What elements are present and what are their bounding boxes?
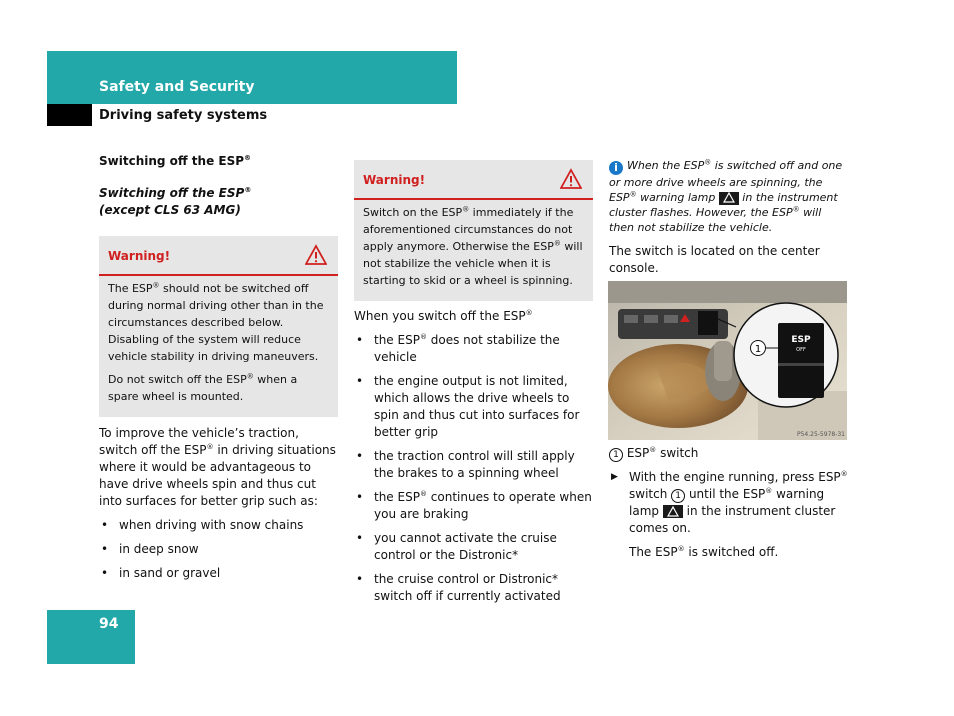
conditions-list bbox=[99, 517, 339, 582]
section-header-band bbox=[47, 51, 457, 104]
subheading-except-cls: Switching off the ESP® (except CLS 63 AMG) bbox=[99, 186, 252, 217]
column-1 bbox=[99, 154, 339, 219]
warning-text: Switch on the ESP® immediately if the aforementioned circumstances do not apply anymore. Otherwise the ESP® will not stabilize the vehicle when it is starting to skid or a wheel is spinning. bbox=[363, 205, 583, 287]
list-item: • in deep snow bbox=[99, 541, 339, 558]
warning-text: The ESP® should not be switched off during normal driving other than in the circumstances described below. Disabling of the system will reduce vehicle stability in driving maneuvers. bbox=[108, 281, 324, 363]
warning-lamp-icon bbox=[663, 505, 683, 518]
subsection-marker bbox=[47, 104, 92, 126]
list-item: • the traction control will still apply the brakes to a spinning wheel bbox=[354, 448, 594, 482]
location-text: The switch is located on the center console. bbox=[609, 244, 820, 275]
intro-text: When you switch off the ESP® bbox=[354, 309, 533, 323]
column-3-body bbox=[609, 445, 849, 561]
console-photo bbox=[608, 281, 847, 440]
column-3 bbox=[609, 158, 849, 277]
list-item: • in sand or gravel bbox=[99, 565, 339, 582]
page-number: 94 bbox=[99, 616, 119, 632]
warning-text: Do not switch off the ESP® when a spare wheel is mounted. bbox=[108, 372, 298, 403]
effects-list bbox=[354, 332, 594, 605]
warning-triangle-icon bbox=[560, 168, 582, 190]
switch-sublabel: OFF bbox=[796, 347, 806, 353]
column-2-body bbox=[354, 308, 594, 612]
warning-label: Warning! bbox=[108, 249, 171, 263]
legend-item: 1 ESP® switch bbox=[609, 445, 849, 462]
heading-switching-off: Switching off the ESP® bbox=[99, 154, 252, 168]
column-1-body bbox=[99, 425, 339, 589]
list-item: • the ESP® does not stabilize the vehicle bbox=[354, 332, 594, 366]
list-item: • the ESP® continues to operate when you are braking bbox=[354, 489, 594, 523]
list-item: • the engine output is not limited, which allows the drive wheels to spin and thus cut into surfaces for better grip bbox=[354, 373, 594, 441]
step-arrow-icon: ▶ bbox=[611, 472, 618, 482]
warning-triangle-icon bbox=[305, 244, 327, 266]
list-item: • when driving with snow chains bbox=[99, 517, 339, 534]
info-icon: i bbox=[609, 161, 623, 175]
traction-paragraph: To improve the vehicle’s traction, switch off the ESP® in driving situations where it would be advantageous to have drive wheels spin and thus cut into surfaces for better grip such as: bbox=[99, 426, 336, 508]
result-text: The ESP® is switched off. bbox=[629, 545, 779, 559]
instruction-step: ▶ With the engine running, press ESP® switch 1 until the ESP® warning lamp in the instrument cluster comes on. bbox=[611, 470, 848, 535]
photo-code: P54.25-5978-31 bbox=[796, 431, 845, 438]
switch-label: ESP bbox=[791, 335, 811, 345]
page-number-tab bbox=[47, 610, 135, 664]
warning-box-1 bbox=[99, 236, 338, 417]
list-item: • you cannot activate the cruise control or the Distronic* bbox=[354, 530, 594, 564]
subsection-title: Driving safety systems bbox=[99, 108, 268, 123]
warning-label: Warning! bbox=[363, 173, 426, 187]
callout-number: 1 bbox=[754, 344, 762, 355]
list-item: • the cruise control or Distronic* switch off if currently activated bbox=[354, 571, 594, 605]
warning-box-2 bbox=[354, 160, 593, 301]
info-note: i When the ESP® is switched off and one or more drive wheels are spinning, the ESP® warning lamp in the instrument cluster flashes. However, the ESP® will then not stabilize the vehicle. bbox=[609, 158, 843, 234]
warning-lamp-icon bbox=[719, 192, 739, 205]
section-title: Safety and Security bbox=[99, 79, 255, 95]
